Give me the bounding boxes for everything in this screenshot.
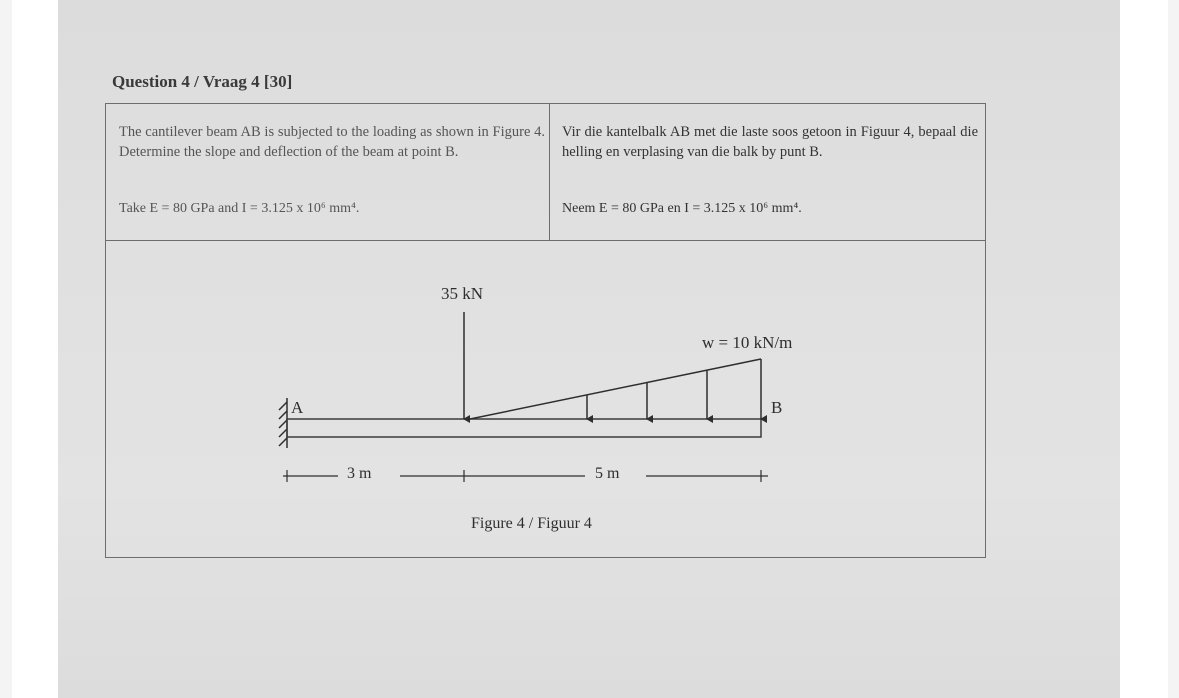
- english-take-values: Take E = 80 GPa and I = 3.125 x 10⁶ mm⁴.: [119, 201, 360, 216]
- span-2-label: 5 m: [595, 465, 620, 482]
- point-load-label: 35 kN: [441, 284, 484, 303]
- distributed-load-label: w = 10 kN/m: [702, 333, 793, 352]
- point-a-label: A: [291, 398, 304, 417]
- point-b-label: B: [771, 398, 783, 417]
- distributed-load: [470, 359, 761, 419]
- cantilever-beam: [287, 419, 761, 437]
- fixed-support: [279, 398, 287, 448]
- afrikaans-question-text: Vir die kantelbalk AB met die laste soos getoon in Figuur 4, bepaal die helling en verplasing van die balk by punt B.: [562, 124, 978, 160]
- span-1-label: 3 m: [347, 465, 372, 482]
- question-title: Question 4 / Vraag 4 [30]: [112, 72, 293, 91]
- figure-caption: Figure 4 / Figuur 4: [471, 515, 592, 532]
- afrikaans-take-values: Neem E = 80 GPa en I = 3.125 x 10⁶ mm⁴.: [562, 201, 802, 216]
- english-question-text: The cantilever beam AB is subjected to the loading as shown in Figure 4. Determine the slope and deflection of the beam at point B.: [119, 124, 545, 160]
